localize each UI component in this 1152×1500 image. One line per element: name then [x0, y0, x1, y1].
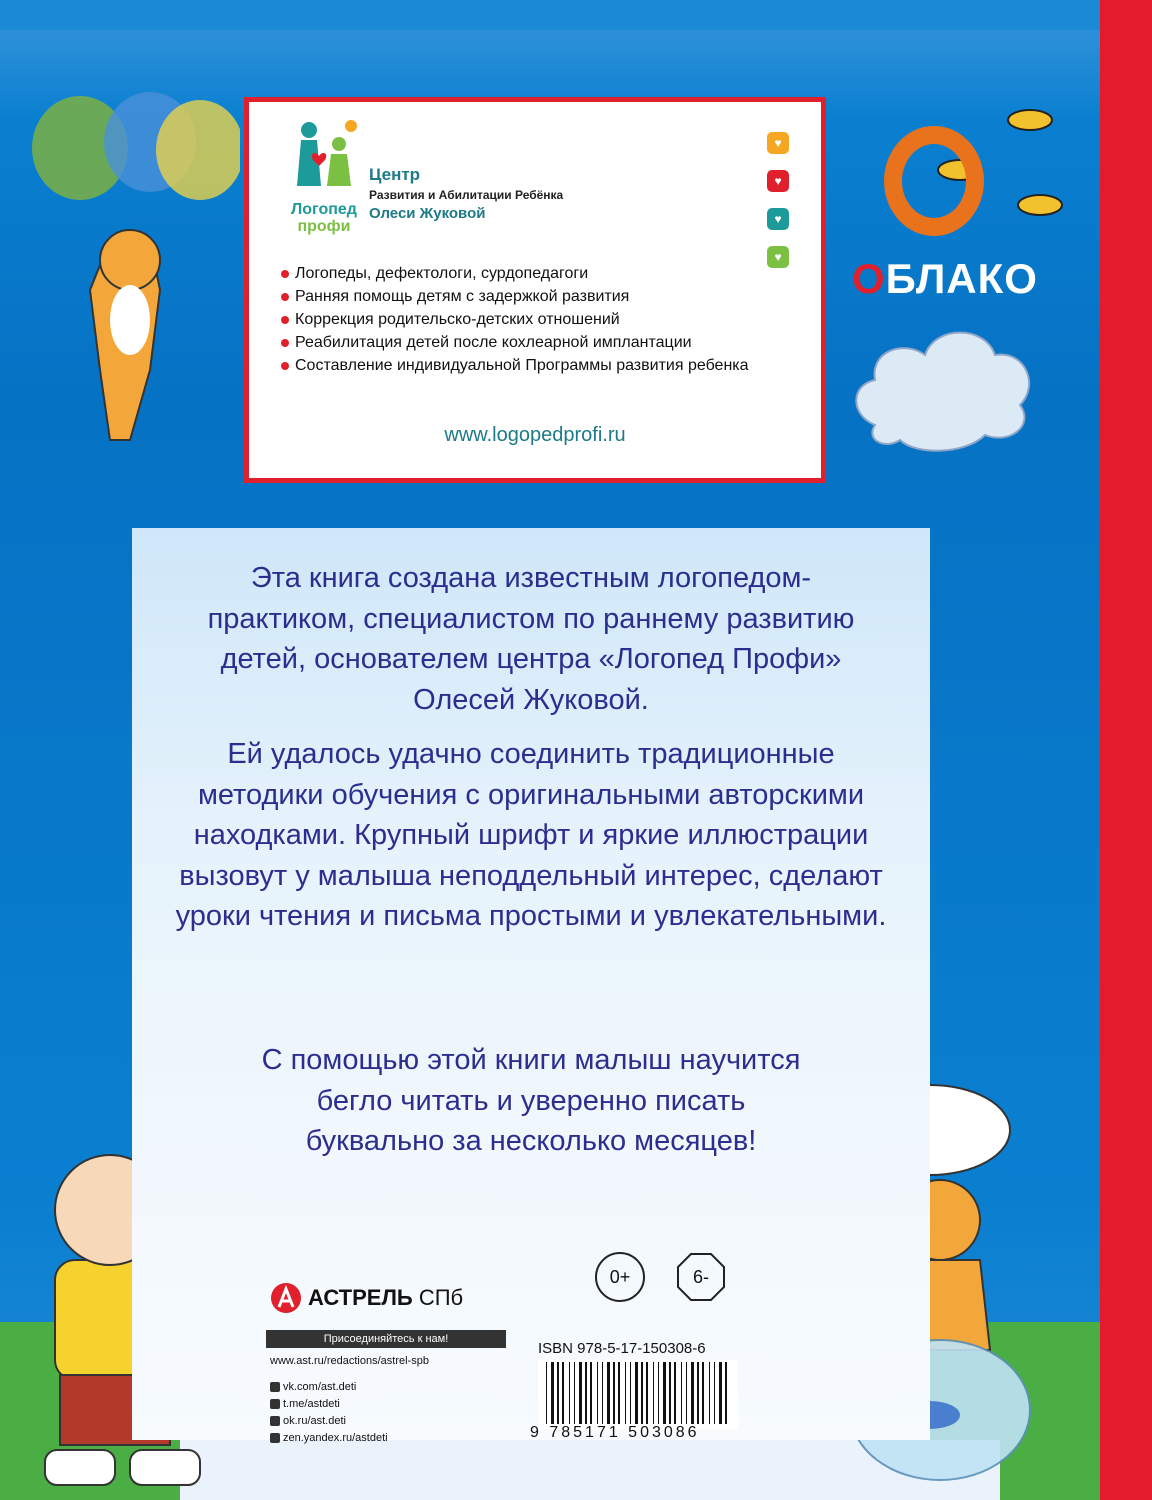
logoped-profi-logo — [279, 116, 369, 236]
list-item: Логопеды, дефектологи, сурдопедагоги — [281, 262, 801, 285]
center-info-card — [244, 97, 826, 483]
bullet-icon — [281, 339, 289, 347]
heart-icon: ♥ — [767, 208, 789, 230]
barcode-digits: 9 785171 503086 — [530, 1424, 700, 1441]
barcode-icon — [538, 1360, 738, 1430]
telegram-icon — [270, 1399, 280, 1409]
heart-icon: ♥ — [767, 246, 789, 268]
bullet-icon — [281, 293, 289, 301]
list-item: Составление индивидуальной Программы развития ребенка — [281, 354, 801, 377]
logo-text-1: Логопед — [291, 201, 357, 218]
cloud-illustration — [845, 315, 1045, 465]
center-title — [369, 164, 563, 224]
publisher-logo — [270, 1282, 463, 1314]
sky-band — [0, 0, 1100, 30]
age-rating-6: 6- — [676, 1252, 726, 1302]
description-paragraph-1: Эта книга создана известным логопедом-практиком, специалистом по раннему развитию детей, основателем центра «Логопед Профи» Олесей Жуковой. — [207, 562, 855, 716]
services-list — [281, 262, 801, 377]
astrel-logo-icon — [270, 1282, 302, 1314]
description-panel — [132, 528, 930, 1440]
website-link[interactable]: www.logopedprofi.ru — [444, 424, 626, 446]
oblako-word: ОБЛАКО — [852, 255, 1038, 302]
list-item: Реабилитация детей после кохлеарной имплантации — [281, 331, 801, 354]
heart-icon: ♥ — [767, 170, 789, 192]
bullet-icon — [281, 270, 289, 278]
social-link-ok[interactable]: ok.ru/ast.deti — [270, 1412, 388, 1429]
center-title-line2: Развития и Абилитации Ребёнка — [369, 188, 564, 202]
list-item: Ранняя помощь детям с задержкой развития — [281, 285, 801, 308]
bullet-icon — [281, 362, 289, 370]
bullet-icon — [281, 316, 289, 324]
description-paragraph-2: Ей удалось удачно соединить традиционные методики обучения с оригинальными авторскими находками. Крупный шрифт и яркие иллюстрации вызовут у малыша неподдельный интерес, сделают уроки чтения и письма простыми и увлекательными. — [175, 738, 887, 932]
center-title-line3: Олеси Жуковой — [369, 205, 486, 222]
vk-icon — [270, 1382, 280, 1392]
list-item: Коррекция родительско-детских отношений — [281, 308, 801, 331]
social-link-zen[interactable]: zen.yandex.ru/astdeti — [270, 1429, 388, 1446]
social-link-telegram[interactable]: t.me/astdeti — [270, 1395, 388, 1412]
letter-o-ring — [884, 126, 984, 236]
social-links — [270, 1378, 388, 1446]
isbn-label: ISBN 978-5-17-150308-6 — [538, 1340, 706, 1357]
description-paragraph-3: С помощью этой книги малыш научится бегло читать и уверенно писать буквально за несколько месяцев! — [261, 1044, 801, 1157]
red-spine-stripe — [1100, 0, 1152, 1500]
cat-with-balloons-illustration — [40, 200, 220, 470]
social-link-vk[interactable]: vk.com/ast.deti — [270, 1378, 388, 1395]
publisher-name: АСТРЕЛЬ СПб — [308, 1285, 464, 1310]
family-icon — [279, 116, 369, 196]
ok-icon — [270, 1416, 280, 1426]
zen-icon — [270, 1433, 280, 1443]
heart-icon: ♥ — [767, 132, 789, 154]
join-us-banner: Присоединяйтесь к нам! — [266, 1330, 506, 1348]
logo-text-2: профи — [297, 218, 351, 235]
center-title-line1: Центр — [369, 165, 421, 184]
age-rating-0plus: 0+ — [595, 1252, 645, 1302]
publisher-url[interactable]: www.ast.ru/redactions/astrel-spb — [270, 1355, 429, 1367]
